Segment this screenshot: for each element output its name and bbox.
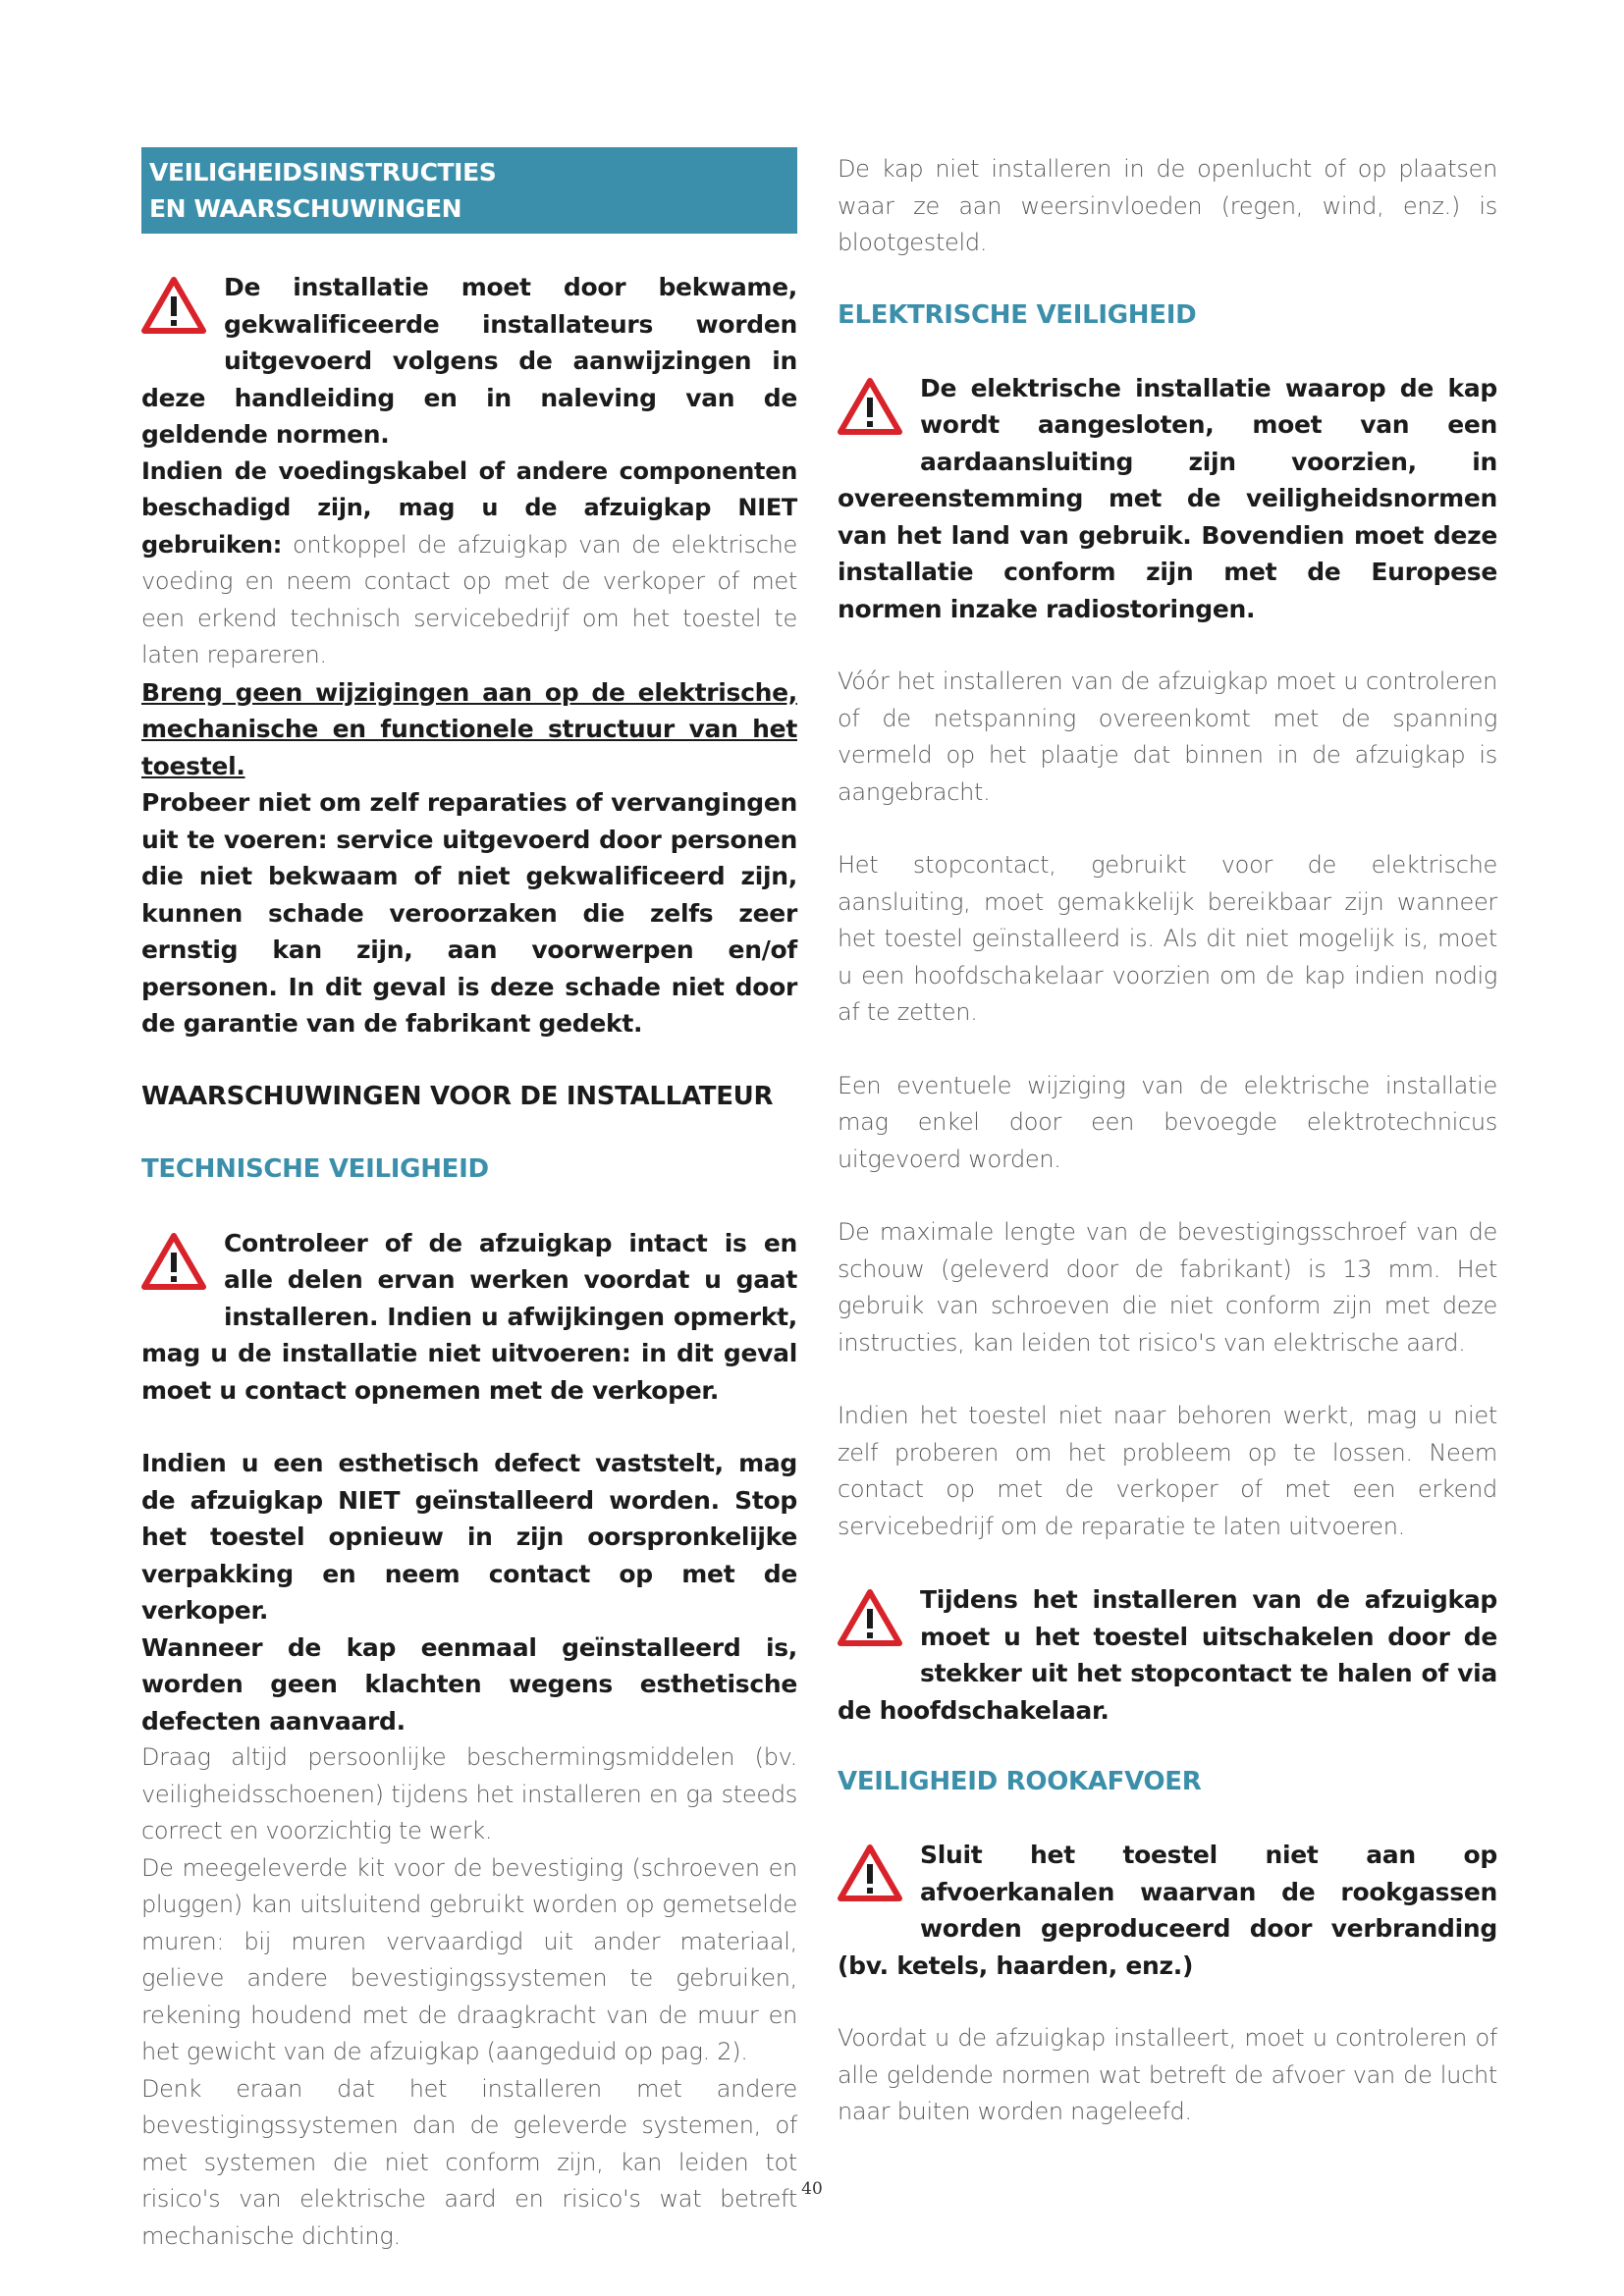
warning-text-check-hood: Controleer of de afzuigkap intact is en alle delen ervan werken voordat u gaat installeren. Indien u afwijkingen opmerkt, mag u de installatie niet uitvoeren: in dit geval moet u contact opnemen met de verkoper. (141, 1228, 797, 1405)
paragraph-damaged-cable-bold: Indien de voedingskabel of andere componenten beschadigd zijn, mag u de afzuigkap NIET gebruiken: (141, 456, 797, 559)
paragraph-damaged-cable (141, 454, 797, 674)
warning-text-disconnect: Tijdens het installeren van de afzuigkap moet u het toestel uitschakelen door de stekker uit het stopcontact te halen of via de hoofdschakelaar. (838, 1585, 1497, 1725)
warning-text-grounding: De elektrische installatie waarop de kap wordt aangesloten, moet van een aardaansluiting zijn voorzien, in overeenstemming met de veiligheidsnormen van het land van gebruik. Bovendien moet deze installatie conform zijn met de Europese normen inzake radiostoringen. (838, 373, 1497, 623)
warning-text-installation: De installatie moet door bekwame, gekwalificeerde installateurs worden uitgevoerd volgens de aanwijzingen in deze handleiding en in naleving van de geldende normen. (141, 273, 797, 449)
installer-warnings-title: WAARSCHUWINGEN VOOR DE INSTALLATEUR (141, 1081, 774, 1111)
paragraph-voltage: Vóór het installeren van de afzuigkap moet u controleren of de netspanning overeenkomt met de spanning vermeld op het plaatje dat binnen in de afzuigkap is aangebracht. (838, 667, 1497, 806)
paragraph-installation-change: Een eventuele wijziging van de elektrische installatie mag enkel door een bevoegde elektrotechnicus uitgevoerd worden. (838, 1071, 1497, 1173)
warning-triangle-icon (838, 1844, 906, 1917)
left-column (141, 147, 797, 2255)
paragraph-no-complaints: Wanneer de kap eenmaal geïnstalleerd is, worden geen klachten wegens esthetische defecten aanvaard. (141, 1632, 797, 1735)
paragraph-screw-length: De maximale lengte van de bevestigingsschroef van de schouw (geleverd door de fabrikant) is 13 mm. Het gebruik van schroeven die niet conform zijn met deze instructies, kan leiden tot risico's van elektrische aard. (838, 1218, 1497, 1357)
paragraph-other-systems: Denk eraan dat het installeren met andere bevestigingssystemen dan de geleverde systemen, of met systemen die niet conform zijn, kan leiden tot risico's van elektrische aard en risico's wat betreft mechanische dichting. (141, 2074, 797, 2250)
warning-block-installation (141, 269, 797, 454)
smoke-safety-title: VEILIGHEID ROOKAFVOER (838, 1767, 1202, 1796)
warning-text-flue: Sluit het toestel niet aan op afvoerkanalen waarvan de rookgassen worden geproduceerd door verbranding (bv. ketels, haarden, enz.) (838, 1841, 1497, 1980)
section-header-line2: EN WAARSCHUWINGEN (149, 194, 462, 223)
paragraph-socket: Het stopcontact, gebruikt voor de elektrische aansluiting, moet gemakkelijk bereikbaar zijn wanneer het toestel geïnstalleerd is. Als dit niet mogelijk is, moet u een hoofdschakelaar voorzien om de kap indien nodig af te zetten. (838, 851, 1497, 1026)
paragraph-no-repairs: Probeer niet om zelf reparaties of vervangingen uit te voeren: service uitgevoerd door personen die niet bekwaam of niet gekwalificeerd zijn, kunnen schade veroorzaken die zelfs zeer ernstig kan zijn, aan voorwerpen en/of personen. In dit geval is deze schade niet door de garantie van de fabrikant gedekt. (141, 788, 797, 1038)
warning-triangle-icon (141, 1233, 210, 1306)
electrical-safety-title: ELEKTRISCHE VEILIGHEID (838, 299, 1197, 330)
warning-triangle-icon (141, 277, 210, 349)
technical-safety-title: TECHNISCHE VEILIGHEID (141, 1153, 489, 1184)
warning-triangle-icon (838, 378, 906, 451)
page-number: 40 (801, 2179, 823, 2199)
section-header-line1: VEILIGHEIDSINSTRUCTIES (149, 158, 497, 187)
warning-block-disconnect (838, 1581, 1497, 1729)
right-column (838, 147, 1497, 2131)
section-header (141, 147, 797, 234)
warning-triangle-icon (838, 1589, 906, 1662)
paragraph-protection: Draag altijd persoonlijke beschermingsmiddelen (bv. veiligheidsschoenen) tijdens het installeren en ga steeds correct en voorzichtig te werk. (141, 1743, 797, 1844)
paragraph-no-modifications: Breng geen wijzigingen aan op de elektrische, mechanische en functionele structuur van het toestel. (141, 677, 797, 780)
paragraph-fixing-kit: De meegeleverde kit voor de bevestiging (schroeven en pluggen) kan uitsluitend gebruikt worden op gemetselde muren: bij muren vervaardigd uit ander materiaal, gelieve andere bevestigingssystemen te gebruiken, rekening houdend met de draagkracht van de muur en het gewicht van de afzuigkap (aangeduid op pag. 2). (141, 1853, 797, 2065)
warning-block-grounding (838, 370, 1497, 628)
paragraph-outdoor: De kap niet installeren in de openlucht of op plaatsen waar ze aan weersinvloeden (regen, wind, enz.) is blootgesteld. (838, 155, 1497, 256)
paragraph-damaged-cable-normal: ontkoppel de afzuigkap van de elektrische voeding en neem contact op met de verkoper of met een erkend technisch servicebedrijf om het toestel te laten repareren. (141, 530, 797, 668)
warning-block-check-hood (141, 1225, 797, 1410)
paragraph-exhaust-norms: Voordat u de afzuigkap installeert, moet u controleren of alle geldende normen wat betreft de afvoer van de lucht naar buiten worden nageleefd. (838, 2024, 1497, 2125)
paragraph-malfunction: Indien het toestel niet naar behoren werkt, mag u niet zelf proberen om het probleem op te lossen. Neem contact op met de verkoper of met een erkend servicebedrijf om de reparatie te laten uitvoeren. (838, 1402, 1497, 1540)
paragraph-esthetic-defect: Indien u een esthetisch defect vaststelt, mag de afzuigkap NIET geïnstalleerd worden. Stop het toestel opnieuw in zijn oorspronkelijke verpakking en neem contact op met de verkoper. (141, 1449, 797, 1625)
warning-block-flue (838, 1837, 1497, 1984)
